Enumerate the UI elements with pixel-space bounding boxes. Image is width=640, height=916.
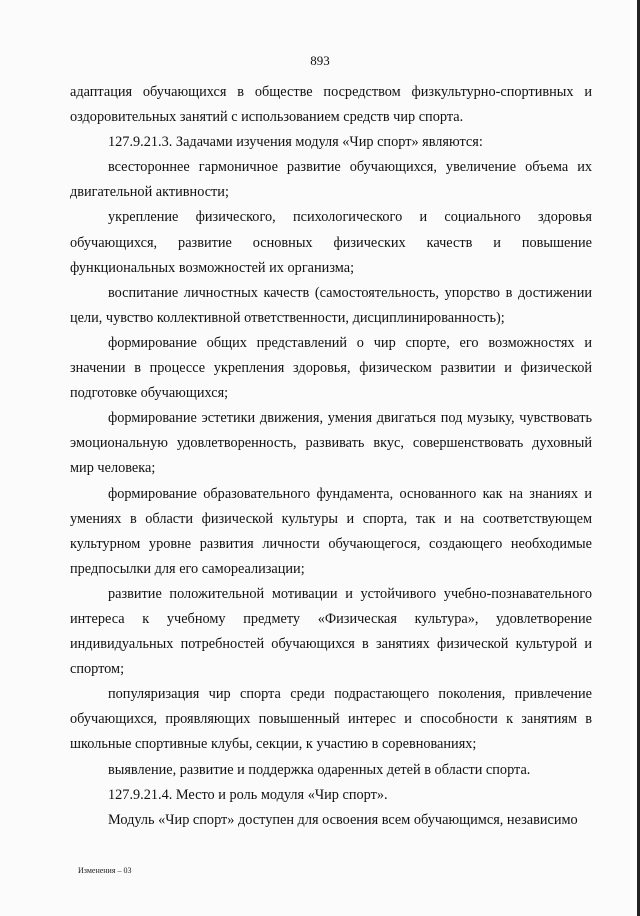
paragraph: развитие положительной мотивации и устойчивого учебно-познавательного интереса к учебному предмету «Физическая культура», удовлетворение индивидуальных потребностей обучающихся в занятиях физической культурой и спортом;	[70, 585, 592, 678]
body-text	[70, 80, 592, 833]
paragraph: популяризация чир спорта среди подрастающего поколения, привлечение обучающихся, проявляющих повышенный интерес и способности к занятиям в школьные спортивные клубы, секции, к участию в соревнованиях;	[70, 686, 592, 753]
page-number: 893	[310, 53, 330, 68]
paragraph: формирование образовательного фундамента, основанного как на знаниях и умениях в области физической культуры и спорта, так и на соответствующем культурном уровне развития личности обучающегося, создающего необходимые предпосылки для его самореализации;	[70, 485, 592, 577]
paragraph: формирование эстетики движения, умения двигаться под музыку, чувствовать эмоциональную удовлетворенность, развивать вкус, совершенствовать духовный мир человека;	[70, 410, 592, 477]
section-heading: 127.9.21.4. Место и роль модуля «Чир спорт».	[108, 786, 388, 803]
paragraph: 127.9.21.3. Задачами изучения модуля «Чир спорт» являются:	[108, 134, 483, 151]
paragraph: адаптация обучающихся в обществе посредством физкультурно-спортивных и оздоровительных занятий с использованием средств чир спорта.	[70, 84, 592, 126]
paragraph: воспитание личностных качеств (самостоятельность, упорство в достижении цели, чувство коллективной ответственности, дисциплинированность);	[70, 284, 592, 326]
paragraph: Модуль «Чир спорт» доступен для освоения всем обучающимся, независимо	[108, 811, 578, 828]
paragraph: выявление, развитие и поддержка одаренных детей в области спорта.	[108, 761, 531, 778]
paragraph: укрепление физического, психологического и социального здоровья обучающихся, развитие основных физических качеств и повышение функциональных возможностей их организма;	[70, 209, 592, 276]
paragraph: всестороннее гармоничное развитие обучающихся, увеличение объема их двигательной активности;	[70, 159, 592, 201]
paragraph: формирование общих представлений о чир спорте, его возможностях и значении в процессе укрепления здоровья, физическом развитии и физической подготовке обучающихся;	[70, 334, 592, 402]
footer-revision-note: Изменения – 03	[78, 866, 132, 875]
